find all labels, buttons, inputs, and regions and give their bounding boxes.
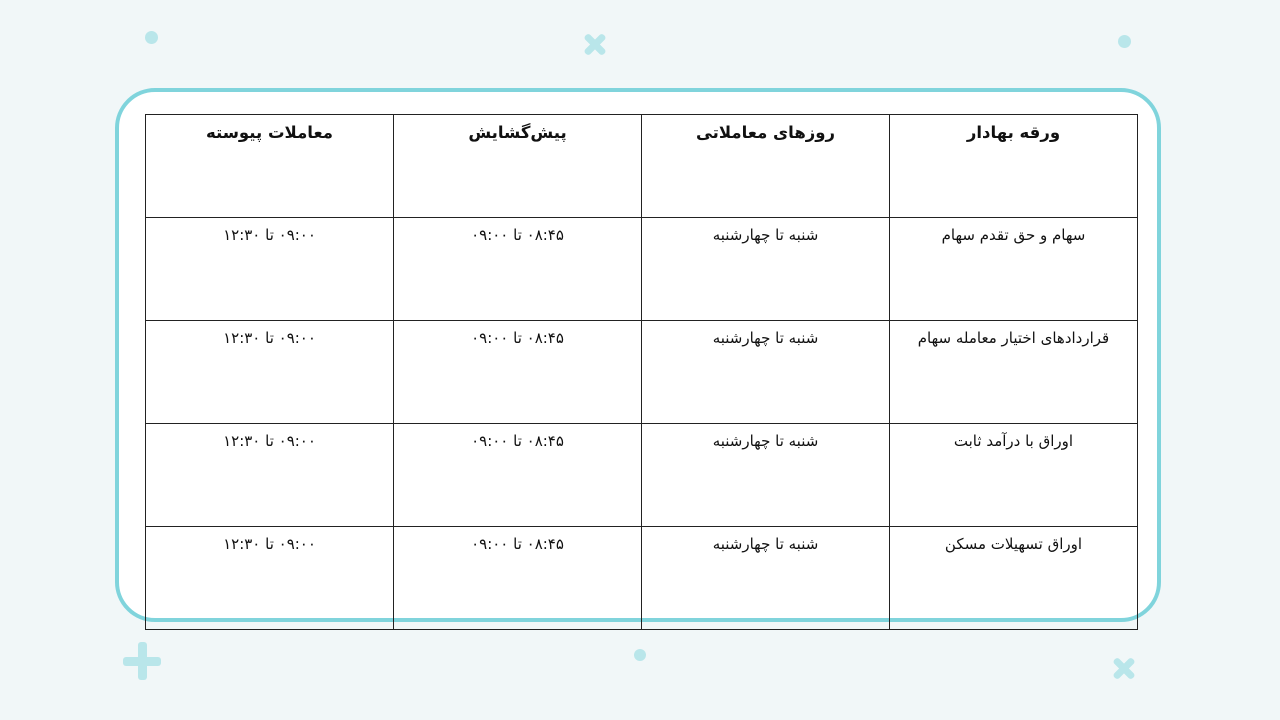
header-security-type: ورقه بهادار	[890, 115, 1138, 218]
cell-pre-opening: ۰۸:۴۵ تا ۰۹:۰۰	[394, 321, 642, 424]
decor-dot-top-left	[145, 31, 158, 44]
cell-trading-days: شنبه تا چهارشنبه	[642, 527, 890, 630]
cell-trading-days: شنبه تا چهارشنبه	[642, 424, 890, 527]
decor-dot-bottom-center	[634, 649, 646, 661]
schedule-card	[115, 88, 1161, 622]
cell-security-type: قراردادهای اختیار معامله سهام	[890, 321, 1138, 424]
header-pre-opening: پیش‌گشایش	[394, 115, 642, 218]
header-trading-days: روزهای معاملاتی	[642, 115, 890, 218]
cell-continuous-trading: ۰۹:۰۰ تا ۱۲:۳۰	[146, 424, 394, 527]
table-row	[146, 424, 1138, 527]
cell-continuous-trading: ۰۹:۰۰ تا ۱۲:۳۰	[146, 218, 394, 321]
header-continuous-trading: معاملات پیوسته	[146, 115, 394, 218]
cell-trading-days: شنبه تا چهارشنبه	[642, 321, 890, 424]
decor-cross-icon-bottom-right	[1111, 655, 1137, 681]
decor-cross-icon-top	[582, 31, 608, 57]
cell-pre-opening: ۰۸:۴۵ تا ۰۹:۰۰	[394, 527, 642, 630]
cell-pre-opening: ۰۸:۴۵ تا ۰۹:۰۰	[394, 218, 642, 321]
cell-continuous-trading: ۰۹:۰۰ تا ۱۲:۳۰	[146, 527, 394, 630]
cell-pre-opening: ۰۸:۴۵ تا ۰۹:۰۰	[394, 424, 642, 527]
trading-hours-table	[145, 114, 1138, 630]
table-row	[146, 321, 1138, 424]
cell-trading-days: شنبه تا چهارشنبه	[642, 218, 890, 321]
table-row	[146, 218, 1138, 321]
table-row	[146, 527, 1138, 630]
table-header-row	[146, 115, 1138, 218]
cell-security-type: اوراق با درآمد ثابت	[890, 424, 1138, 527]
decor-plus-icon-bottom-left	[123, 642, 161, 680]
cell-continuous-trading: ۰۹:۰۰ تا ۱۲:۳۰	[146, 321, 394, 424]
decor-dot-top-right	[1118, 35, 1131, 48]
cell-security-type: سهام و حق تقدم سهام	[890, 218, 1138, 321]
cell-security-type: اوراق تسهیلات مسکن	[890, 527, 1138, 630]
